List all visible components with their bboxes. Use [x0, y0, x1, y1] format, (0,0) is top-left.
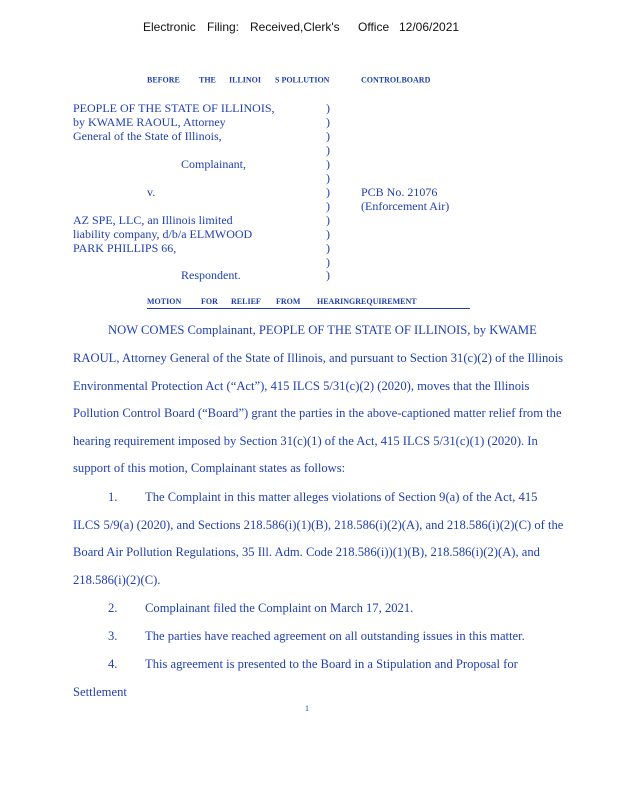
filing-header-word: Received,Clerk's — [250, 20, 340, 34]
filing-header-word: Office — [358, 20, 390, 34]
list-item-line: The parties have reached agreement on all outstanding issues in this matter. — [145, 629, 525, 643]
caption-paren: ) — [326, 129, 330, 143]
caption-paren: ) — [326, 115, 330, 129]
list-item-line: 218.586(i)(2)(C). — [73, 573, 161, 587]
body-line: NOW COMES Complainant, PEOPLE OF THE STATE OF ILLINOIS, by KWAME — [108, 323, 537, 337]
motion-title-underline — [147, 308, 470, 309]
list-item-number: 3. — [108, 629, 118, 643]
body-line: hearing requirement imposed by Section 31(c)(1) of the Act, 415 ILCS 5/31(c)(1) (2020). In — [73, 434, 538, 448]
body-line: support of this motion, Complainant states as follows: — [73, 461, 346, 475]
filing-header-word: Electronic — [143, 20, 196, 34]
list-item-line: Board Air Pollution Regulations, 35 Ill. Adm. Code 218.586(i))(1)(B), 218.586(i)(2)(A), and — [73, 545, 540, 559]
board-title-word: S POLLUTION — [275, 74, 330, 85]
body-line: RAOUL, Attorney General of the State of Illinois, and pursuant to Section 31(c)(2) of the Illinois — [73, 351, 563, 365]
list-item-line: Settlement — [73, 685, 127, 699]
caption-paren: ) — [326, 143, 330, 157]
case-type: (Enforcement Air) — [361, 199, 450, 213]
caption-paren: ) — [326, 268, 330, 282]
list-item-number: 2. — [108, 601, 118, 615]
caption-complainant: Complainant, — [181, 157, 246, 171]
motion-title-word: MOTION — [147, 296, 182, 307]
motion-title-word: FROM — [276, 296, 301, 307]
caption-paren: ) — [326, 157, 330, 171]
motion-title-word: FOR — [201, 296, 218, 307]
caption-paren: ) — [326, 101, 330, 115]
body-line: Pollution Control Board (“Board”) grant the parties in the above-captioned matter relief from the — [73, 406, 562, 420]
caption-party-line: PEOPLE OF THE STATE OF ILLINOIS, — [73, 101, 275, 115]
caption-respondent-line: PARK PHILLIPS 66, — [73, 241, 177, 255]
caption-paren: ) — [326, 227, 330, 241]
list-item-line: This agreement is presented to the Board in a Stipulation and Proposal for — [145, 657, 518, 671]
list-item-number: 4. — [108, 657, 118, 671]
board-title-word: BEFORE — [147, 74, 180, 85]
list-item-line: The Complaint in this matter alleges violations of Section 9(a) of the Act, 415 — [145, 490, 538, 504]
board-title-word: THE — [199, 74, 216, 85]
caption-paren: ) — [326, 171, 330, 185]
caption-paren: ) — [326, 255, 330, 269]
caption-party-line: General of the State of Illinois, — [73, 129, 222, 143]
page-number: 1 — [305, 704, 309, 713]
board-title-word: ILLINOI — [229, 74, 262, 85]
board-title-word: CONTROLBOARD — [361, 74, 431, 85]
motion-title-word: RELIEF — [231, 296, 261, 307]
list-item-line: Complainant filed the Complaint on March 17, 2021. — [145, 601, 414, 615]
caption-paren: ) — [326, 199, 330, 213]
filing-header-date: 12/06/2021 — [399, 20, 460, 34]
body-line: Environmental Protection Act (“Act”), 415 ILCS 5/31(c)(2) (2020), moves that the Illinois — [73, 379, 530, 393]
list-item-line: ILCS 5/9(a) (2020), and Sections 218.586(i)(1)(B), 218.586(i)(2)(A), and 218.586(i)(2)(C) of the — [73, 518, 564, 532]
caption-paren: ) — [326, 213, 330, 227]
caption-respondent-line: liability company, d/b/a ELMWOOD — [73, 227, 253, 241]
filing-header-word: Filing: — [207, 20, 240, 34]
caption-versus: v. — [147, 185, 156, 199]
caption-party-line: by KWAME RAOUL, Attorney — [73, 115, 226, 129]
caption-paren: ) — [326, 241, 330, 255]
list-item-number: 1. — [108, 490, 118, 504]
case-number: PCB No. 21076 — [361, 185, 438, 199]
caption-respondent: Respondent. — [181, 268, 241, 282]
motion-title-word: HEARINGREQUIREMENT — [317, 296, 417, 307]
caption-respondent-line: AZ SPE, LLC, an Illinois limited — [73, 213, 233, 227]
caption-paren: ) — [326, 185, 330, 199]
